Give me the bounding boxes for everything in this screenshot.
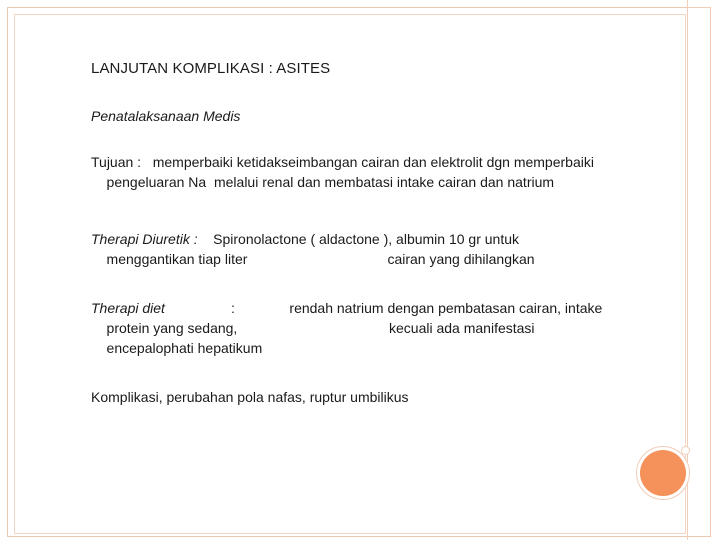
slide-subtitle: Penatalaksanaan Medis: [91, 108, 241, 124]
decorative-orange-circle: [640, 450, 686, 496]
diuretik-label: Therapi Diuretik :: [91, 231, 198, 247]
diuretik-line-1: Spironolactone ( aldactone ), albumin 10 gr untuk: [197, 231, 520, 247]
tujuan-line-2: pengeluaran Na melalui renal dan membatasi intake cairan dan natrium: [91, 174, 555, 190]
paragraph-tujuan: [91, 152, 594, 192]
slide-title: LANJUTAN KOMPLIKASI : ASITES: [91, 60, 331, 77]
tujuan-line-1: Tujuan : memperbaiki ketidakseimbangan cairan dan elektrolit dgn memperbaiki: [91, 154, 594, 170]
decorative-horizontal-line: [687, 7, 711, 8]
diet-line-1: : rendah natrium dengan pembatasan cairan, intake: [164, 300, 603, 316]
diet-line-3: encepalophati hepatikum: [91, 340, 263, 356]
decorative-small-circle: [681, 446, 690, 455]
slide-frame-inner: [14, 14, 686, 534]
decorative-vertical-line: [687, 0, 688, 540]
diuretik-line-2: menggantikan tiap liter cairan yang dihilangkan: [91, 251, 535, 267]
paragraph-diet: [91, 298, 602, 358]
paragraph-diuretik: [91, 229, 535, 269]
diet-line-2: protein yang sedang, kecuali ada manifestasi: [91, 320, 535, 336]
komplikasi-line-1: Komplikasi, perubahan pola nafas, ruptur umbilikus: [91, 389, 409, 405]
diet-label: Therapi diet: [91, 300, 165, 316]
paragraph-komplikasi: [91, 387, 409, 407]
